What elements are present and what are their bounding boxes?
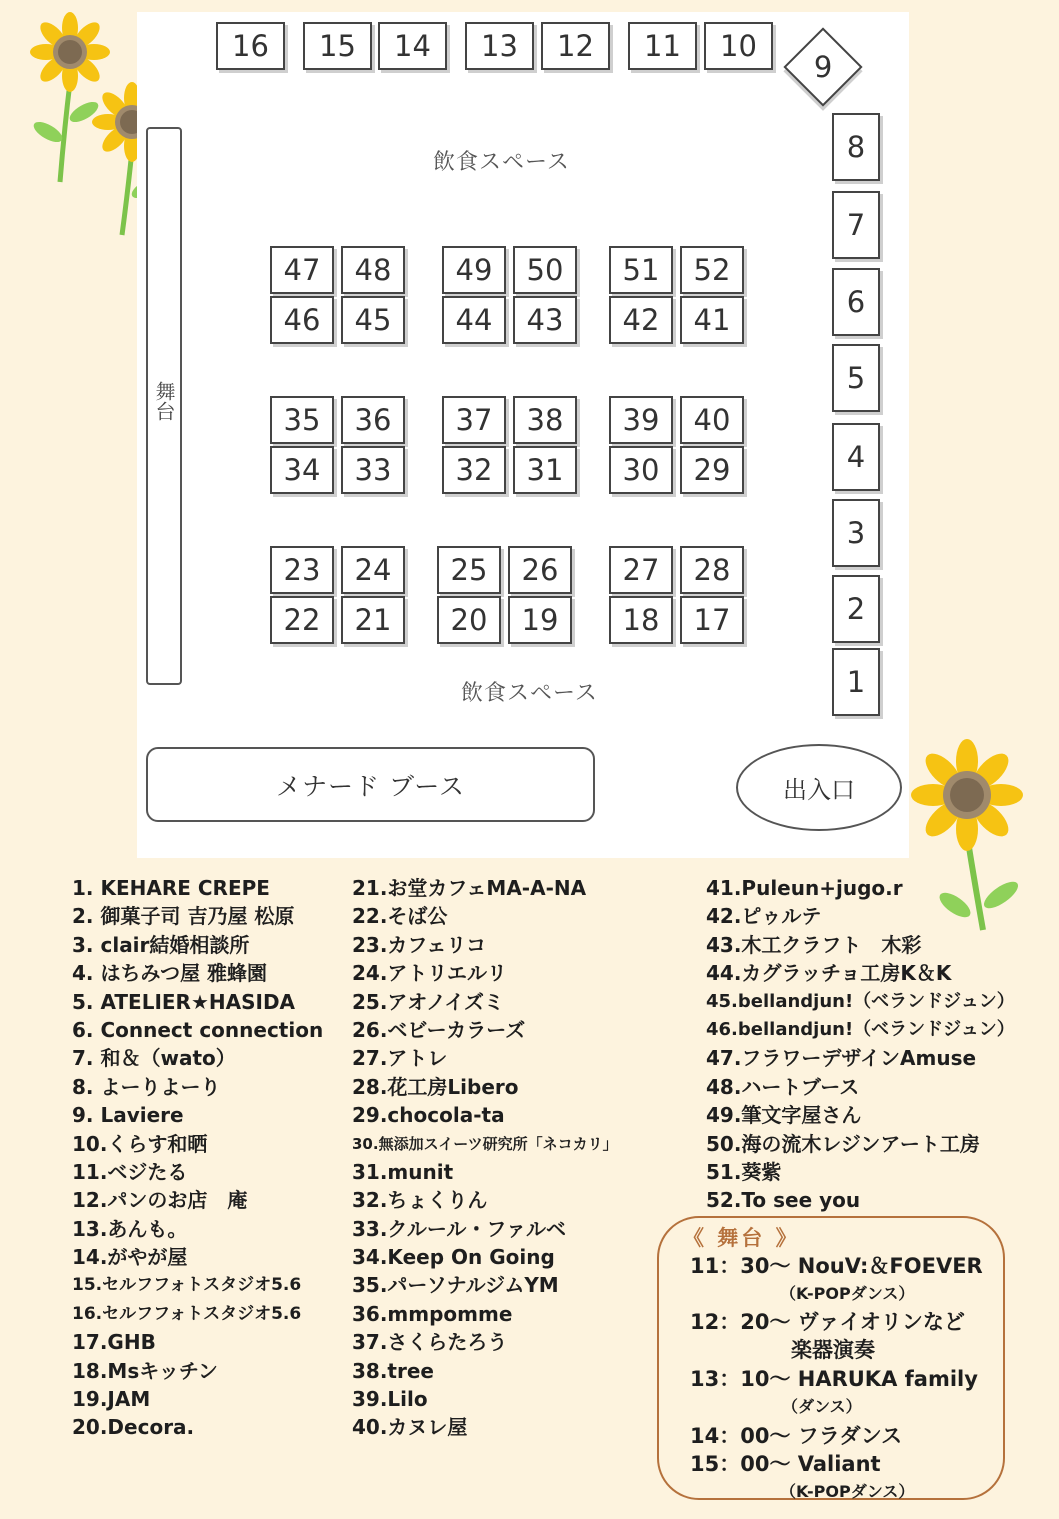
booth-52: 52 <box>680 246 744 294</box>
booth-12: 12 <box>541 22 610 70</box>
booth-18: 18 <box>609 596 673 644</box>
list-item: 28.花工房Libero <box>352 1074 519 1099</box>
list-item: 42.ピゥルテ <box>706 904 822 929</box>
list-item: 12.パンのお店 庵 <box>72 1188 248 1213</box>
booth-6: 6 <box>832 268 880 336</box>
list-item: 36.mmpomme <box>352 1301 513 1326</box>
booth-5: 5 <box>832 344 880 412</box>
list-item: 21.お堂カフェMA-A-NA <box>352 876 587 900</box>
schedule-item: 13：10～ HARUKA family <box>690 1367 978 1391</box>
booth-9-label: 9 <box>813 49 833 84</box>
booth-37: 37 <box>442 396 506 444</box>
list-item: 31.munit <box>352 1159 454 1184</box>
entrance <box>736 744 902 831</box>
booth-35: 35 <box>270 396 334 444</box>
list-item: 48.ハートブース <box>706 1074 860 1099</box>
schedule-note: （K-POPダンス） <box>780 1284 915 1303</box>
list-item: 52.To see you <box>706 1188 861 1213</box>
list-item: 9. Laviere <box>72 1103 184 1128</box>
booth-46: 46 <box>270 296 334 344</box>
list-item: 1. KEHARE CREPE <box>72 876 270 900</box>
schedule-note: （K-POPダンス） <box>780 1482 915 1501</box>
list-item: 40.カヌレ屋 <box>352 1415 468 1440</box>
booth-50: 50 <box>513 246 577 294</box>
booth-47: 47 <box>270 246 334 294</box>
booth-48: 48 <box>341 246 405 294</box>
booth-15: 15 <box>303 22 372 70</box>
stage-area <box>146 127 182 685</box>
booth-27: 27 <box>609 546 673 594</box>
booth-22: 22 <box>270 596 334 644</box>
list-item: 15.セルフフォトスタジオ5.6 <box>72 1275 302 1296</box>
list-item: 38.tree <box>352 1358 434 1383</box>
list-item: 41.Puleun+jugo.r <box>706 876 903 900</box>
booth-43: 43 <box>513 296 577 344</box>
booth-45: 45 <box>341 296 405 344</box>
vendor-list-col-1 <box>72 874 323 1442</box>
list-item: 16.セルフフォトスタジオ5.6 <box>72 1303 302 1324</box>
dining-space-label: 飲食スペース <box>461 681 598 706</box>
booth-11: 11 <box>628 22 697 70</box>
vendor-list-col-3 <box>706 874 1015 1215</box>
booth-39: 39 <box>609 396 673 444</box>
booth-44: 44 <box>442 296 506 344</box>
booth-34: 34 <box>270 446 334 494</box>
list-item: 44.カグラッチョ工房K＆K <box>706 961 952 986</box>
list-item: 23.カフェリコ <box>352 932 487 957</box>
list-item: 50.海の流木レジンアート工房 <box>706 1131 980 1156</box>
vendor-list-col-2 <box>352 874 618 1442</box>
menard-booth <box>146 747 595 822</box>
list-item: 2. 御菓子司 吉乃屋 松原 <box>72 904 295 929</box>
list-item: 17.GHB <box>72 1330 156 1355</box>
dining-space-label: 飲食スペース <box>433 150 570 175</box>
list-item: 32.ちょくりん <box>352 1188 488 1213</box>
schedule-item: 12：20～ ヴァイオリンなど <box>690 1310 965 1334</box>
list-item: 22.そば公 <box>352 904 448 929</box>
booth-33: 33 <box>341 446 405 494</box>
booth-21: 21 <box>341 596 405 644</box>
entrance-label: 出入口 <box>783 776 855 804</box>
list-item: 51.葵紫 <box>706 1159 782 1184</box>
list-item: 29.chocola-ta <box>352 1103 505 1128</box>
list-item: 19.JAM <box>72 1387 151 1412</box>
list-item: 46.bellandjun!（ベランドジュン） <box>706 1018 1015 1040</box>
booth-40: 40 <box>680 396 744 444</box>
list-item: 27.アトレ <box>352 1046 448 1071</box>
booth-20: 20 <box>437 596 501 644</box>
list-item: 20.Decora. <box>72 1415 195 1440</box>
booth-38: 38 <box>513 396 577 444</box>
list-item: 39.Lilo <box>352 1387 428 1412</box>
booth-23: 23 <box>270 546 334 594</box>
list-item: 25.アオノイズミ <box>352 989 505 1014</box>
booth-1: 1 <box>832 648 880 716</box>
list-item: 8. よーりよーり <box>72 1074 221 1099</box>
booth-24: 24 <box>341 546 405 594</box>
list-item: 37.さくらたろう <box>352 1330 508 1355</box>
list-item: 34.Keep On Going <box>352 1245 555 1270</box>
booth-7: 7 <box>832 191 880 259</box>
list-item: 10.くらす和晒 <box>72 1131 208 1156</box>
list-item: 13.あんも。 <box>72 1216 188 1241</box>
booth-8: 8 <box>832 113 880 181</box>
list-item: 26.ベビーカラーズ <box>352 1017 526 1042</box>
menard-booth-label: メナード ブース <box>276 771 465 801</box>
list-item: 18.Msキッチン <box>72 1358 218 1383</box>
booth-32: 32 <box>442 446 506 494</box>
schedule-note: （ダンス） <box>782 1397 862 1416</box>
list-item: 6. Connect connection <box>72 1017 324 1042</box>
booth-30: 30 <box>609 446 673 494</box>
schedule-item: 11：30～ NouV:＆FOEVER <box>690 1254 983 1278</box>
list-item: 14.がやが屋 <box>72 1245 188 1270</box>
schedule-title: 《 舞台 》 <box>683 1226 800 1250</box>
booth-13: 13 <box>465 22 534 70</box>
schedule-item: 15：00～ Valiant <box>690 1452 881 1476</box>
list-item: 43.木工クラフト 木彩 <box>706 932 922 957</box>
list-item: 4. はちみつ屋 雅蜂園 <box>72 961 268 986</box>
booth-19: 19 <box>508 596 572 644</box>
list-item: 24.アトリエルリ <box>352 961 508 986</box>
list-item: 35.パーソナルジムYM <box>352 1273 559 1298</box>
list-item: 49.筆文字屋さん <box>706 1103 862 1128</box>
booth-10: 10 <box>704 22 773 70</box>
booth-2: 2 <box>832 575 880 643</box>
booth-29: 29 <box>680 446 744 494</box>
booth-26: 26 <box>508 546 572 594</box>
booth-42: 42 <box>609 296 673 344</box>
list-item: 30.無添加スイーツ研究所「ネコカリ」 <box>352 1134 618 1153</box>
list-item: 7. 和＆（wato） <box>72 1046 236 1071</box>
list-item: 11.ベジたる <box>72 1159 188 1184</box>
list-item: 5. ATELIER★HASIDA <box>72 989 296 1014</box>
list-item: 3. clair結婚相談所 <box>72 932 250 957</box>
booth-49: 49 <box>442 246 506 294</box>
booth-41: 41 <box>680 296 744 344</box>
booth-51: 51 <box>609 246 673 294</box>
list-item: 47.フラワーデザインAmuse <box>706 1046 977 1071</box>
booth-16: 16 <box>216 22 285 70</box>
booth-28: 28 <box>680 546 744 594</box>
booth-3: 3 <box>832 499 880 567</box>
booth-36: 36 <box>341 396 405 444</box>
list-item: 45.bellandjun!（ベランドジュン） <box>706 990 1015 1012</box>
booth-25: 25 <box>437 546 501 594</box>
schedule-item: 楽器演奏 <box>791 1338 875 1362</box>
booth-17: 17 <box>680 596 744 644</box>
list-item: 33.クルール・ファルベ <box>352 1216 567 1241</box>
booth-31: 31 <box>513 446 577 494</box>
stage-label: 舞台 <box>152 381 176 421</box>
schedule-item: 14：00～ フラダンス <box>690 1424 903 1448</box>
booth-4: 4 <box>832 423 880 491</box>
booth-14: 14 <box>378 22 447 70</box>
